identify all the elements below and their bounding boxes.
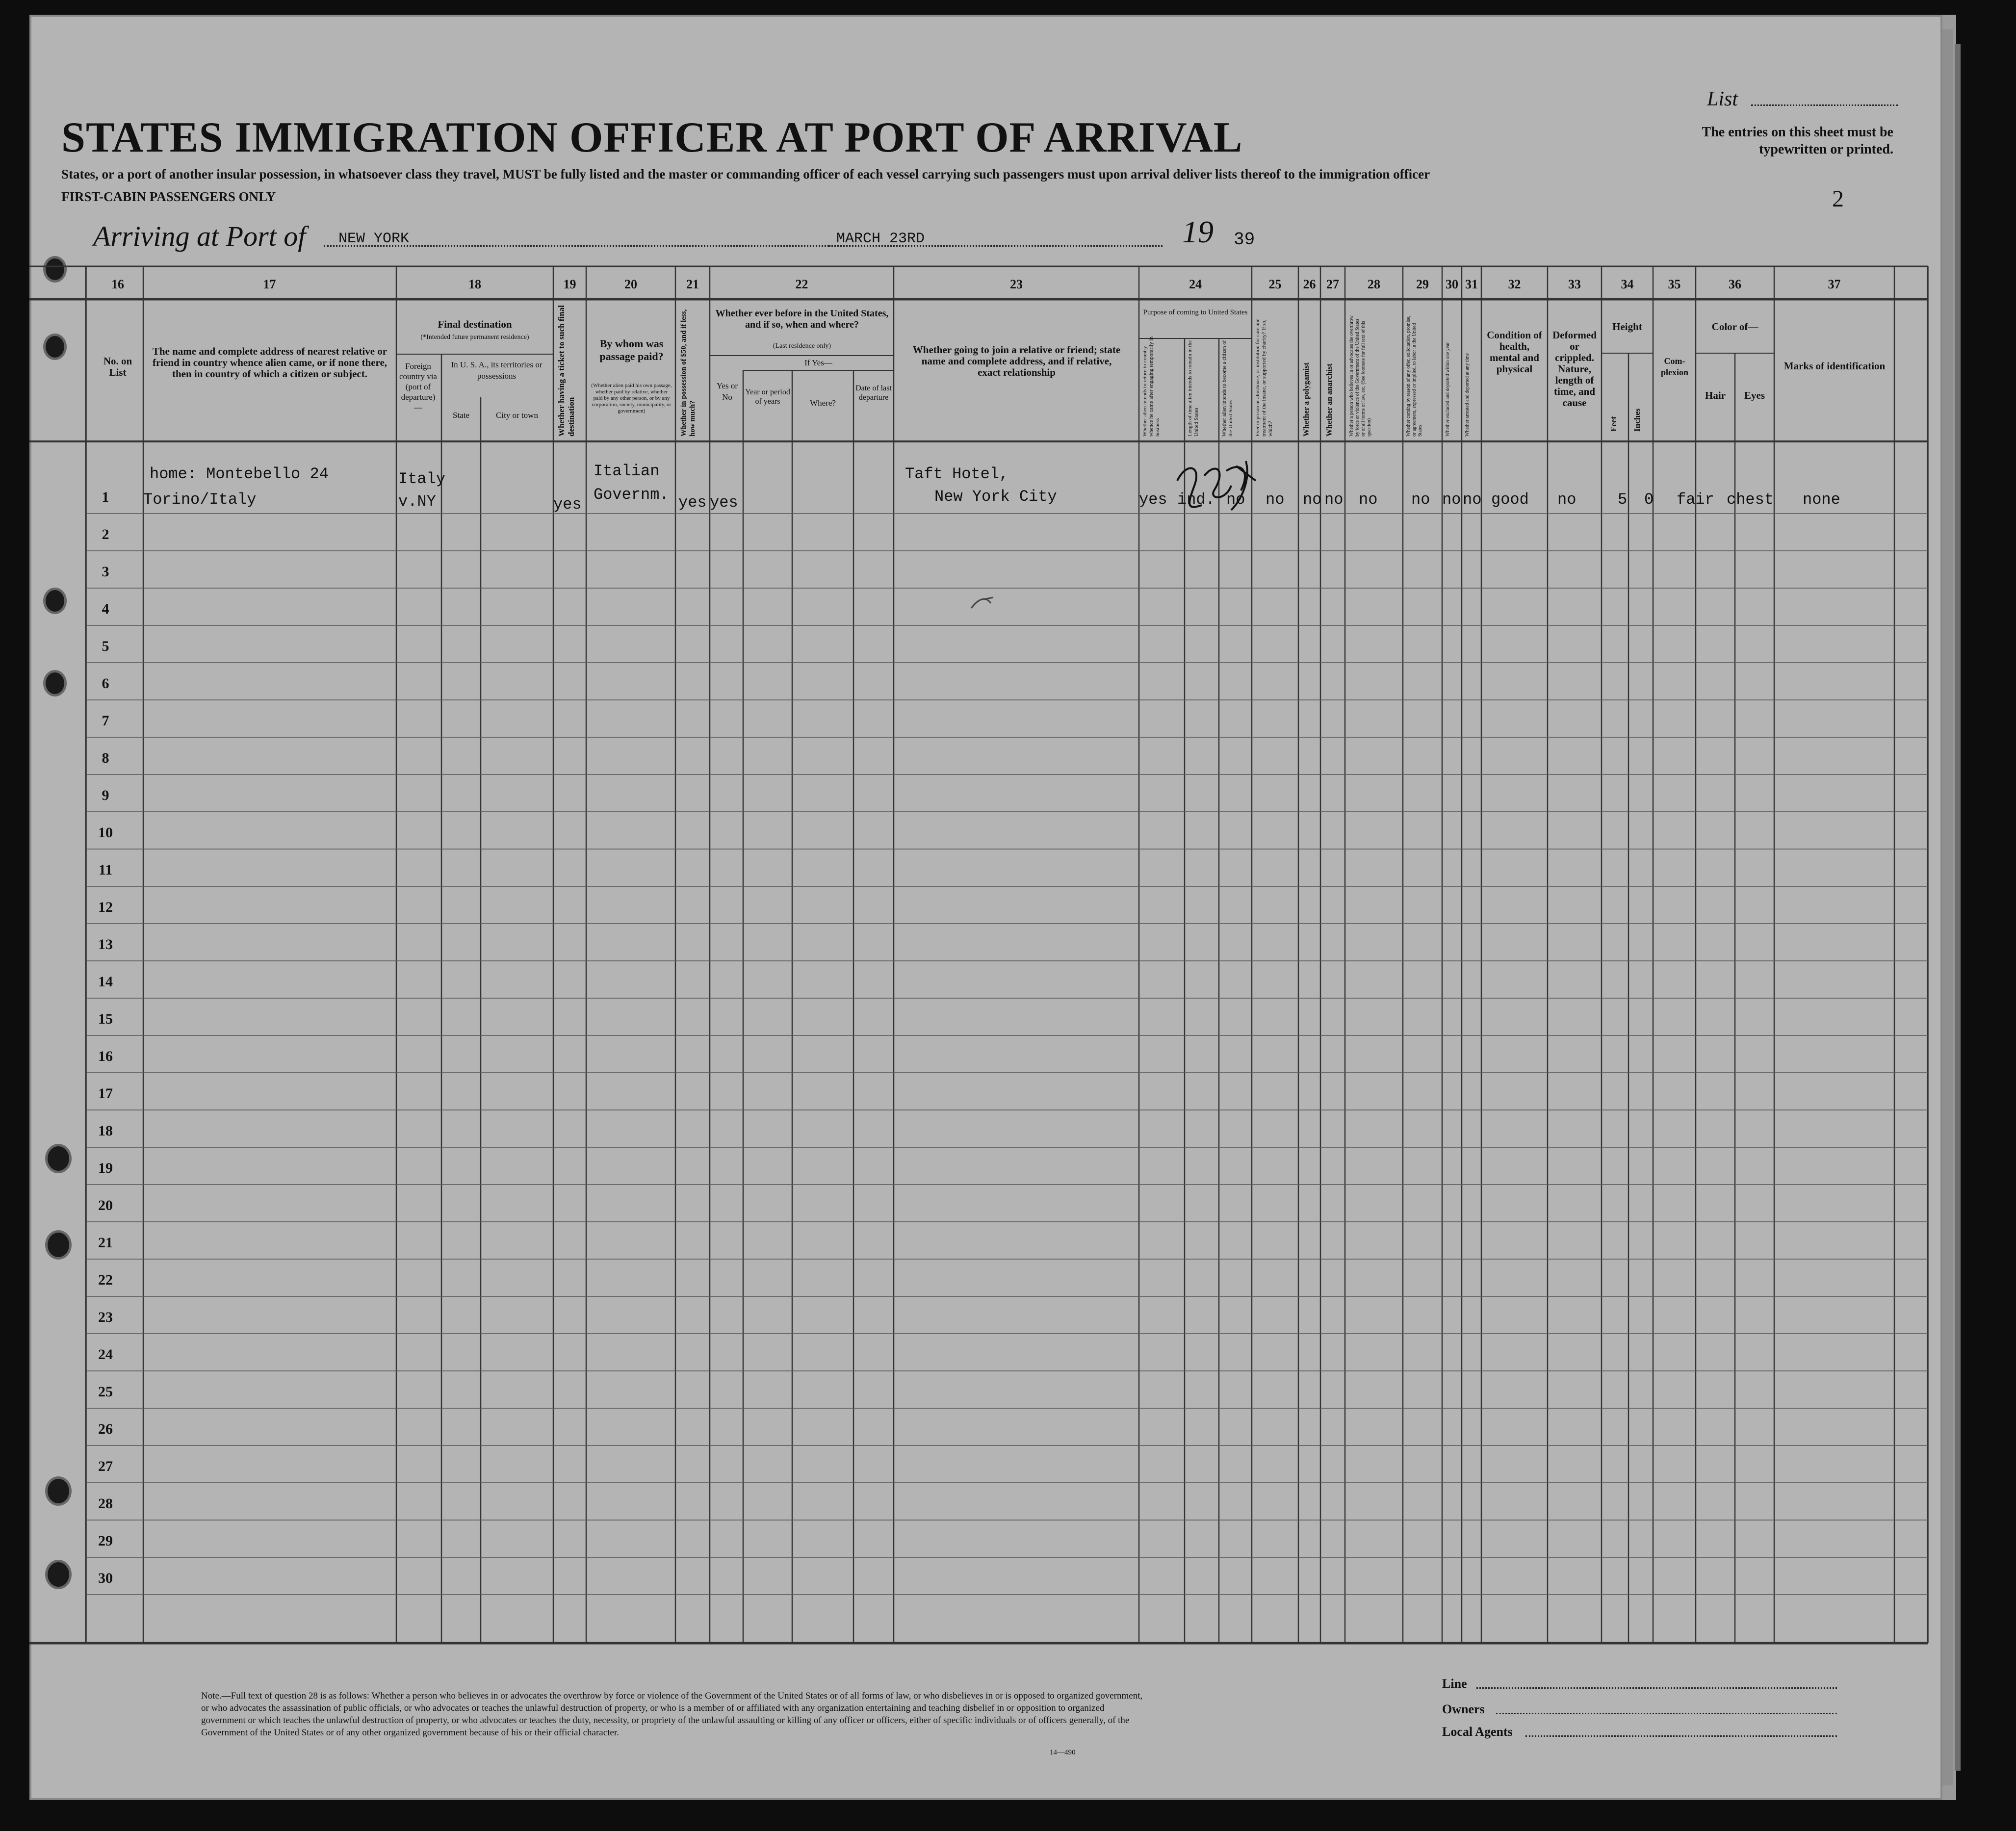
col-number-27: 27	[1326, 277, 1339, 291]
row-number: 16	[98, 1048, 113, 1064]
first-cabin-label: FIRST-CABIN PASSENGERS ONLY	[61, 189, 276, 204]
header-no-on-list: No. on List	[103, 355, 132, 378]
entry-foreign-line2: v.NY	[398, 492, 436, 511]
list-label: List	[1707, 88, 1738, 110]
col-number-36: 36	[1729, 277, 1741, 291]
row-number: 22	[98, 1272, 113, 1288]
header-ever-before: Whether ever before in the United States, and if so, when and where?	[715, 308, 889, 330]
header-if-yes: If Yes—	[804, 358, 832, 367]
header-health: Condition of health, mental and physical	[1487, 329, 1542, 375]
header-final-destination-sub: (*Intended future permanent residence)	[420, 334, 529, 341]
col-number-32: 32	[1508, 277, 1521, 291]
header-anarchist: Whether an anarchist	[1325, 363, 1334, 437]
header-inches: Inches	[1632, 408, 1642, 432]
col-number-16: 16	[111, 277, 124, 291]
col-number-19: 19	[563, 277, 576, 291]
year-prefix: 19	[1182, 214, 1214, 249]
row-number: 28	[98, 1496, 113, 1512]
entry-fifty: yes	[678, 493, 707, 512]
col-number-22: 22	[795, 277, 808, 291]
header-foreign-country: Foreign country via (port of departure)—	[399, 361, 437, 412]
entry-purpose-b: ind.	[1177, 490, 1215, 509]
row-number: 7	[102, 713, 109, 729]
col-number-29: 29	[1416, 277, 1429, 291]
entry-before: yes	[710, 493, 738, 512]
col-number-30: 30	[1446, 277, 1458, 291]
header-passage-paid-sub: (Whether alien paid his own passage, whether paid by relative, whether paid by any other person, or by any corporation, society, municipality, or government)	[591, 383, 672, 414]
entry-join-line2: New York City	[934, 488, 1057, 506]
entry-prison: no	[1266, 490, 1285, 509]
handwritten-initials	[1167, 451, 1266, 520]
entry-paid-line2: Governm.	[594, 486, 669, 504]
entry-inches: 0	[1644, 490, 1654, 509]
local-agents-label: Local Agents	[1442, 1725, 1513, 1739]
header-usa: In U. S. A., its territories or possessions	[451, 360, 543, 381]
header-polygamist: Whether a polygamist	[1302, 362, 1311, 437]
col-number-31: 31	[1465, 277, 1478, 291]
header-purpose-length: Length of time alien intends to remain in the United States	[1187, 340, 1199, 437]
header-ticket: Whether having a ticket to such final destination	[557, 305, 576, 437]
header-prison: Ever in prison or almshouse, or institution for care and treatment of the insane, or supported by charity? If so, which?	[1255, 318, 1273, 437]
col-number-23: 23	[1010, 277, 1023, 291]
owners-field[interactable]	[1496, 1713, 1837, 1714]
col-number-28: 28	[1368, 277, 1380, 291]
header-where: Where?	[810, 398, 836, 408]
row-number: 26	[98, 1421, 113, 1437]
entry-offer: no	[1411, 490, 1430, 509]
entry-relative-line1: home: Montebello 24	[150, 465, 329, 483]
header-overthrow: Whether a person who believes in or advocates the overthrow by force or violence of the Government of the United States or of all forms of law, etc. (See footnote for full text of this question)	[1349, 315, 1372, 437]
header-purpose-citizen: Whether alien intends to become a citizen of the United States	[1221, 340, 1234, 437]
entry-purpose-a: yes	[1139, 490, 1167, 509]
row-number: 29	[98, 1533, 113, 1549]
row-number: 6	[102, 675, 109, 692]
header-marks: Marks of identification	[1783, 360, 1886, 372]
entry-purpose-c: no	[1226, 490, 1245, 509]
entry-overthrow: no	[1359, 490, 1378, 509]
header-last-departure: Date of last departure	[855, 384, 892, 402]
entry-deformed: no	[1557, 490, 1577, 509]
row-number: 18	[98, 1123, 113, 1139]
entry-join-line1: Taft Hotel,	[905, 465, 1009, 483]
row-number: 5	[102, 638, 109, 654]
header-state: State	[453, 411, 469, 420]
row-number: 19	[98, 1160, 113, 1176]
header-relative-address: The name and complete address of nearest relative or friend in country whence alien came, or if none there, then in country of which a citizen or subject.	[152, 345, 388, 380]
pencil-mark	[969, 593, 998, 613]
header-yes-or-no: Yes or No	[716, 381, 738, 402]
row-number: 3	[102, 564, 109, 580]
entry-complexion: fair	[1677, 490, 1714, 509]
header-final-destination: Final destination	[438, 318, 512, 330]
col-number-21: 21	[686, 277, 699, 291]
header-eyes: Eyes	[1744, 389, 1765, 401]
row-number: 23	[98, 1309, 113, 1325]
header-year-period: Year or period of years	[745, 388, 790, 406]
header-city: City or town	[496, 411, 538, 420]
entry-arrested: no	[1463, 490, 1482, 509]
col-number-17: 17	[263, 277, 276, 291]
header-deformed: Deformed or crippled. Nature, length of time, and cause	[1552, 329, 1597, 409]
header-labor-offer: Whether coming by reason of any offer, solicitation, promise, or agreement, expressed or implied, to labor in the United States	[1406, 315, 1423, 437]
row-number: 4	[102, 601, 109, 617]
col-number-37: 37	[1828, 277, 1841, 291]
header-purpose: Purpose of coming to United States	[1143, 309, 1248, 316]
row-number: 11	[98, 862, 113, 878]
row-number: 24	[98, 1346, 113, 1363]
row-number: 25	[98, 1384, 113, 1400]
entry-hair: chest	[1727, 490, 1774, 509]
local-agents-field[interactable]	[1525, 1735, 1837, 1737]
typewritten-notice: The entries on this sheet must be typewritten or printed.	[1702, 125, 1893, 157]
line-field[interactable]	[1476, 1687, 1837, 1689]
entry-excluded: no	[1442, 490, 1461, 509]
row-number: 30	[98, 1570, 113, 1586]
col-number-25: 25	[1268, 277, 1282, 291]
row-number: 15	[98, 1011, 113, 1027]
entry-relative-line2: Torino/Italy	[143, 490, 257, 509]
entry-marks: none	[1803, 490, 1840, 509]
header-arrested: Whether arrested and deported at any time	[1465, 353, 1470, 437]
question-28-note: Note.—Full text of question 28 is as follows: Whether a person who believes in or advocates the overthrow by force or violence of the Government of the United States or of all forms of law, or who disbelieves in or is opposed to organized government, or who advocates the assassination of public officials, or who advocates or teaches the unlawful destruction of property, or who is a member of or affiliated with any organization entertaining and teaching disbelief in or opposition to organized government or which teaches the unlawful destruction of property, or who advocates or teaches the duty, necessity, or propriety of the unlawful assaulting or killing of any officer or officers, either of specific individuals or of officers generally, of the Government of the United States or of any other organized government because of his or their official character.	[201, 1691, 1143, 1738]
row-number: 27	[98, 1458, 113, 1474]
header-passage-paid: By whom was passage paid?	[599, 337, 664, 362]
row-number: 21	[98, 1235, 113, 1251]
page-number: 2	[1832, 186, 1844, 212]
line-label: Line	[1442, 1676, 1467, 1691]
row-number: 13	[98, 936, 113, 953]
col-number-34: 34	[1621, 277, 1634, 291]
header-going-to-join: Whether going to join a relative or friend; state name and complete address, and if relative, exact relationship	[912, 344, 1121, 378]
entry-foreign-line1: Italy	[398, 470, 446, 488]
header-height: Height	[1612, 321, 1642, 333]
col-number-18: 18	[468, 277, 481, 291]
row-number: 20	[98, 1197, 113, 1213]
row-number: 10	[98, 825, 113, 841]
entry-paid-line1: Italian	[594, 462, 660, 480]
header-purpose-return: Whether alien intends to return to country whence he came after engaging temporarily in business	[1142, 336, 1161, 437]
arriving-label: Arriving at Port of	[93, 220, 306, 252]
col-number-20: 20	[624, 277, 637, 291]
header-fifty-dollars: Whether in possession of $50, and if less, how much?	[680, 309, 697, 437]
entry-ticket: yes	[553, 495, 582, 514]
entry-anarchist: no	[1324, 490, 1344, 509]
row-number: 2	[102, 526, 109, 542]
form-number: 14—490	[1050, 1749, 1076, 1756]
header-hair: Hair	[1705, 389, 1726, 401]
port-value: NEW YORK	[338, 231, 410, 247]
entry-health: good	[1491, 490, 1529, 509]
entry-polygamist: no	[1303, 490, 1322, 509]
form-intro: States, or a port of another insular possession, in whatsoever class they travel, MUST be fully listed and the master or commanding officer of each vessel carrying such passengers must upon arrival deliver lists thereof to the immigration officer	[61, 167, 1430, 181]
owners-label: Owners	[1442, 1702, 1485, 1716]
header-color-of: Color of—	[1711, 321, 1758, 333]
entry-feet: 5	[1618, 490, 1628, 509]
col-number-24: 24	[1189, 277, 1202, 291]
row-number: 9	[102, 787, 109, 803]
header-feet: Feet	[1609, 416, 1618, 432]
year-value: 39	[1234, 230, 1255, 250]
col-number-33: 33	[1568, 277, 1581, 291]
date-value: MARCH 23RD	[836, 231, 925, 247]
row-number: 12	[98, 899, 113, 915]
header-complexion: Com-plexion	[1660, 356, 1688, 377]
row-number: 14	[98, 974, 113, 990]
col-number-35: 35	[1668, 277, 1681, 291]
row-number: 1	[102, 489, 109, 505]
col-number-26: 26	[1303, 277, 1316, 291]
header-last-residence: (Last residence only)	[773, 342, 831, 350]
row-number: 17	[98, 1085, 113, 1102]
form-title: STATES IMMIGRATION OFFICER AT PORT OF ARRIVAL	[61, 114, 1243, 161]
row-number: 8	[102, 750, 109, 766]
header-excluded: Whether excluded and deported within one year	[1445, 342, 1450, 437]
